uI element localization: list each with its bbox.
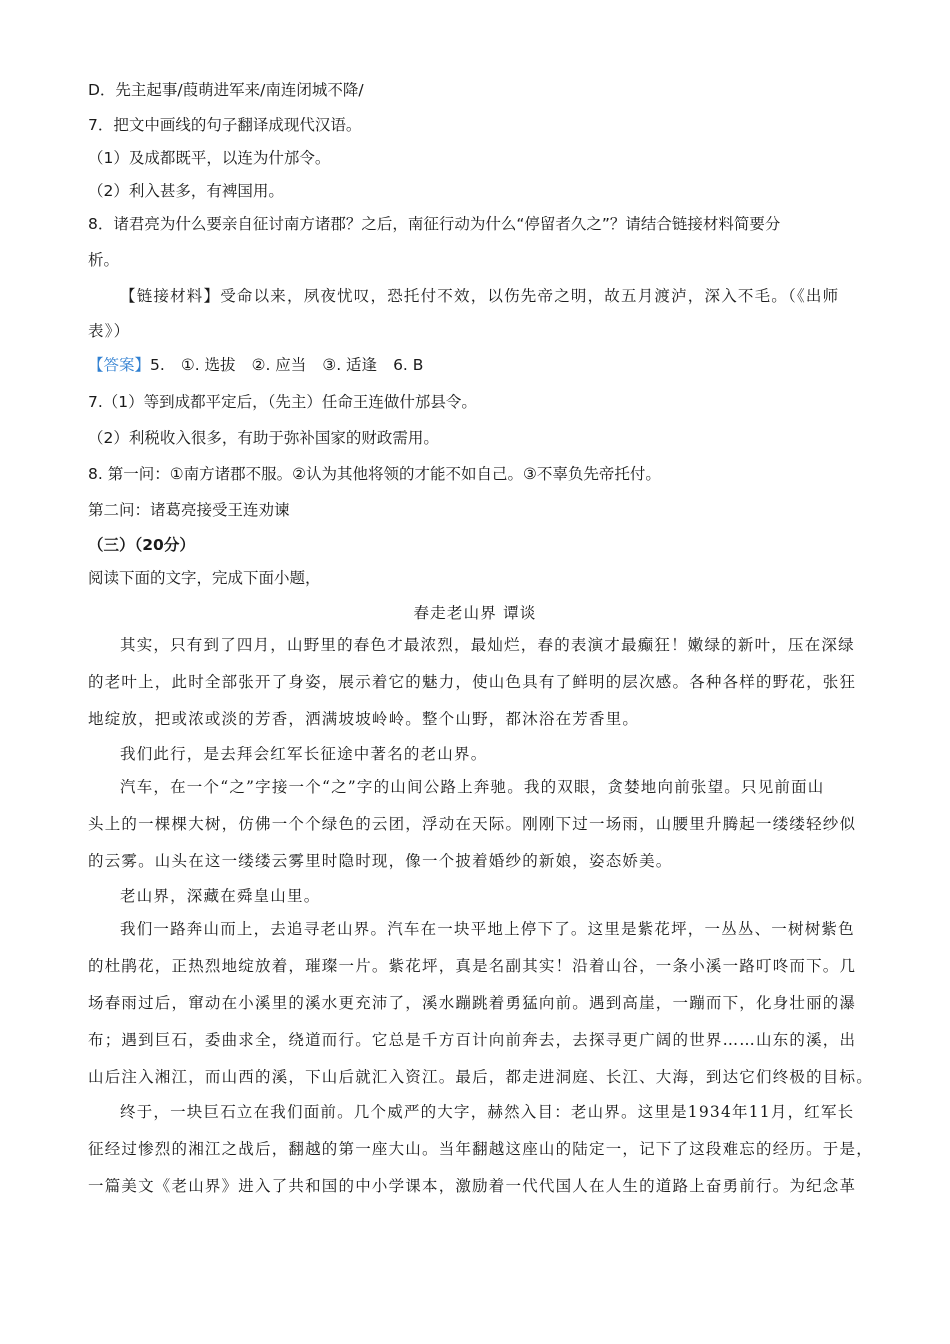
article-line: 的老叶上，此时全部张开了身姿，展示着它的魅力，使山色具有了鲜明的层次感。各种各样的野花，张狂 bbox=[88, 673, 857, 691]
article-line: 其实，只有到了四月，山野里的春色才最浓烈，最灿烂，春的表演才最癫狂！嫩绿的新叶，压在深绿 bbox=[120, 636, 855, 654]
article-line: 我们此行，是去拜会红军长征途中著名的老山界。 bbox=[120, 745, 488, 763]
article-line: 场春雨过后，窜动在小溪里的溪水更充沛了，溪水蹦跳着勇猛向前。遇到高崖，一蹦而下，化身壮丽的瀑 bbox=[88, 994, 857, 1012]
answer-q8-part-2: 第二问：诸葛亮接受王连劝谏 bbox=[88, 501, 290, 519]
q7-prompt: 7．把文中画线的句子翻译成现代汉语。 bbox=[88, 116, 362, 134]
article-line: 征经过惨烈的湘江之战后，翻越的第一座大山。当年翻越这座山的陆定一，记下了这段难忘的经历。于是， bbox=[88, 1140, 873, 1158]
answer-q5-item-2: ②. 应当 bbox=[251, 356, 307, 374]
answer-q8-part-1: 8. 第一问：①南方诸郡不服。②认为其他将领的才能不如自己。③不辜负先帝托付。 bbox=[88, 465, 661, 483]
article-line: 的杜鹃花，正热烈地绽放着，璀璨一片。紫花坪，真是名副其实！沿着山谷，一条小溪一路叮咚而下。几 bbox=[88, 957, 857, 975]
article-line: 山后注入湘江，而山西的溪，下山后就汇入资江。最后，都走进洞庭、长江、大海，到达它们终极的目标。 bbox=[88, 1068, 873, 1086]
q8-prompt-line-2: 析。 bbox=[88, 251, 120, 269]
article-line: 汽车，在一个“之”字接一个“之”字的山间公路上奔驰。我的双眼，贪婪地向前张望。只见前面山 bbox=[120, 778, 825, 796]
section-heading: （三）（20分） bbox=[88, 536, 195, 554]
answer-q5-item-1: ①. 选拔 bbox=[180, 356, 236, 374]
article-title: 春走老山界 谭谈 bbox=[413, 604, 537, 622]
answer-line-1 bbox=[88, 355, 423, 375]
answer-q7-sentence-1: 7.（1）等到成都平定后，（先主）任命王连做什邡县令。 bbox=[88, 393, 477, 411]
section-instruction: 阅读下面的文字，完成下面小题， bbox=[88, 569, 321, 587]
article-line: 我们一路奔山而上，去追寻老山界。汽车在一块平地上停下了。这里是紫花坪，一丛丛、一树树紫色 bbox=[120, 920, 855, 938]
q6-option-d: D．先主起事/葭萌进军来/南连闭城不降/ bbox=[88, 81, 364, 99]
answer-q6: 6. B bbox=[393, 356, 424, 374]
article-line: 终于，一块巨石立在我们面前。几个威严的大字，赫然入目：老山界。这里是1934年11月，红军长 bbox=[120, 1103, 855, 1121]
answer-tag: 【答案】 bbox=[88, 356, 151, 374]
q7-sentence-2: （2）利入甚多，有裨国用。 bbox=[88, 182, 284, 200]
answer-q7-sentence-2: （2）利税收入很多，有助于弥补国家的财政需用。 bbox=[88, 429, 439, 447]
link-material-line-1: 【链接材料】受命以来，夙夜忧叹，恐托付不效，以伤先帝之明，故五月渡泸，深入不毛。（《出师 bbox=[120, 287, 840, 305]
article-line: 布；遇到巨石，委曲求全，绕道而行。它总是千方百计向前奔去，去探寻更广阔的世界……山东的溪，出 bbox=[88, 1031, 857, 1049]
article-line: 的云雾。山头在这一缕缕云雾里时隐时现，像一个披着婚纱的新娘，姿态娇美。 bbox=[88, 852, 673, 870]
article-line: 一篇美文《老山界》进入了共和国的中小学课本，激励着一代代国人在人生的道路上奋勇前行。为纪念革 bbox=[88, 1177, 857, 1195]
answer-q5-number: 5. bbox=[150, 356, 165, 374]
article-line: 地绽放，把或浓或淡的芳香，洒满坡坡岭岭。整个山野，都沐浴在芳香里。 bbox=[88, 710, 640, 728]
answer-q5-item-3: ③. 适逢 bbox=[322, 356, 378, 374]
article-line: 老山界，深藏在舜皇山里。 bbox=[120, 887, 321, 905]
link-material-line-2: 表》） bbox=[88, 322, 131, 340]
article-line: 头上的一棵棵大树，仿佛一个个绿色的云团，浮动在天际。刚刚下过一场雨，山腰里升腾起一缕缕轻纱似 bbox=[88, 815, 857, 833]
q8-prompt-line-1: 8．诸君亮为什么要亲自征讨南方诸郡？之后，南征行动为什么“停留者久之”？请结合链接材料简要分 bbox=[88, 215, 781, 233]
q7-sentence-1: （1）及成都既平，以连为什邡令。 bbox=[88, 149, 331, 167]
